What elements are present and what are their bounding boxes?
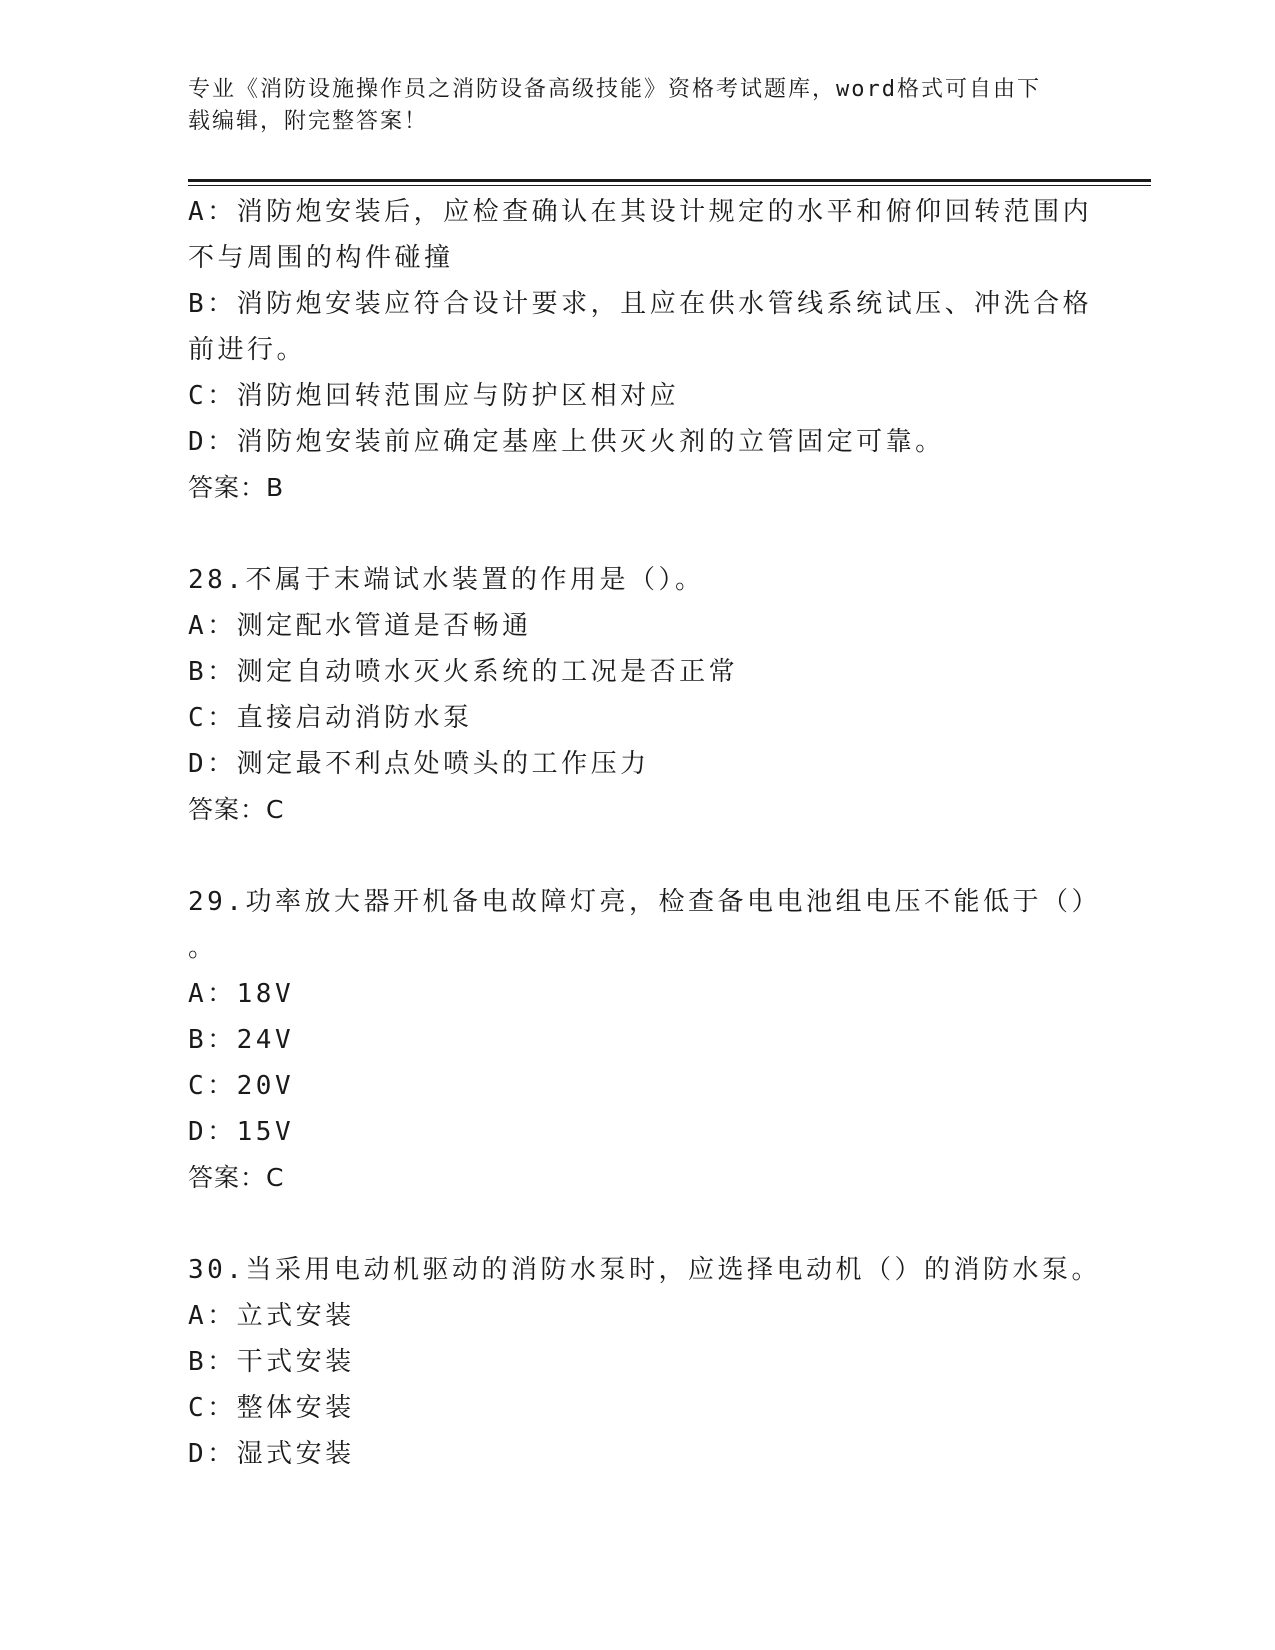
option-c: C：整体安装 [188,1393,355,1423]
document-header [188,74,1068,138]
option-a: A：18V [188,979,295,1009]
option-c: C：消防炮回转范围应与防护区相对应 [188,381,680,411]
question-text: 30.当采用电动机驱动的消防水泵时，应选择电动机（）的消防水泵。 [188,1255,1101,1285]
option-b: B：24V [188,1025,295,1055]
spacer [188,511,1088,557]
option-b-line-1: B：消防炮安装应符合设计要求，且应在供水管线系统试压、冲洗合格 [188,289,1093,319]
option-a: A：测定配水管道是否畅通 [188,611,532,641]
spacer [188,1201,1088,1247]
option-d: D：测定最不利点处喷头的工作压力 [188,749,650,779]
question-text: 28.不属于末端试水装置的作用是（）。 [188,565,705,595]
question-text-line-2: 。 [188,933,218,963]
header-divider-thin [188,185,1151,186]
question-29 [188,879,1101,1201]
answer: 答案：C [188,795,285,824]
option-c: C：直接启动消防水泵 [188,703,473,733]
header-line-2: 载编辑，附完整答案！ [188,109,429,134]
spacer [188,833,1088,879]
option-b-line-2: 前进行。 [188,335,307,365]
header-line-1: 专业《消防设施操作员之消防设备高级技能》资格考试题库，word格式可自由下 [188,77,1041,102]
option-a-line-2: 不与周围的构件碰撞 [188,243,454,273]
option-c: C：20V [188,1071,295,1101]
option-d: D：湿式安装 [188,1439,355,1469]
option-a-line-1: A：消防炮安装后，应检查确认在其设计规定的水平和俯仰回转范围内 [188,197,1093,227]
option-a: A：立式安装 [188,1301,355,1331]
option-d: D：15V [188,1117,295,1147]
answer: 答案：C [188,1163,285,1192]
header-divider-thick [188,179,1151,182]
question-27 [188,189,1093,511]
question-28 [188,557,1088,833]
question-list [188,189,1101,1477]
question-30 [188,1247,1101,1477]
option-b: B：干式安装 [188,1347,355,1377]
question-text-line-1: 29.功率放大器开机备电故障灯亮，检查备电电池组电压不能低于（） [188,887,1101,917]
answer: 答案：B [188,473,285,502]
option-d: D：消防炮安装前应确定基座上供灭火剂的立管固定可靠。 [188,427,945,457]
option-b: B：测定自动喷水灭火系统的工况是否正常 [188,657,739,687]
